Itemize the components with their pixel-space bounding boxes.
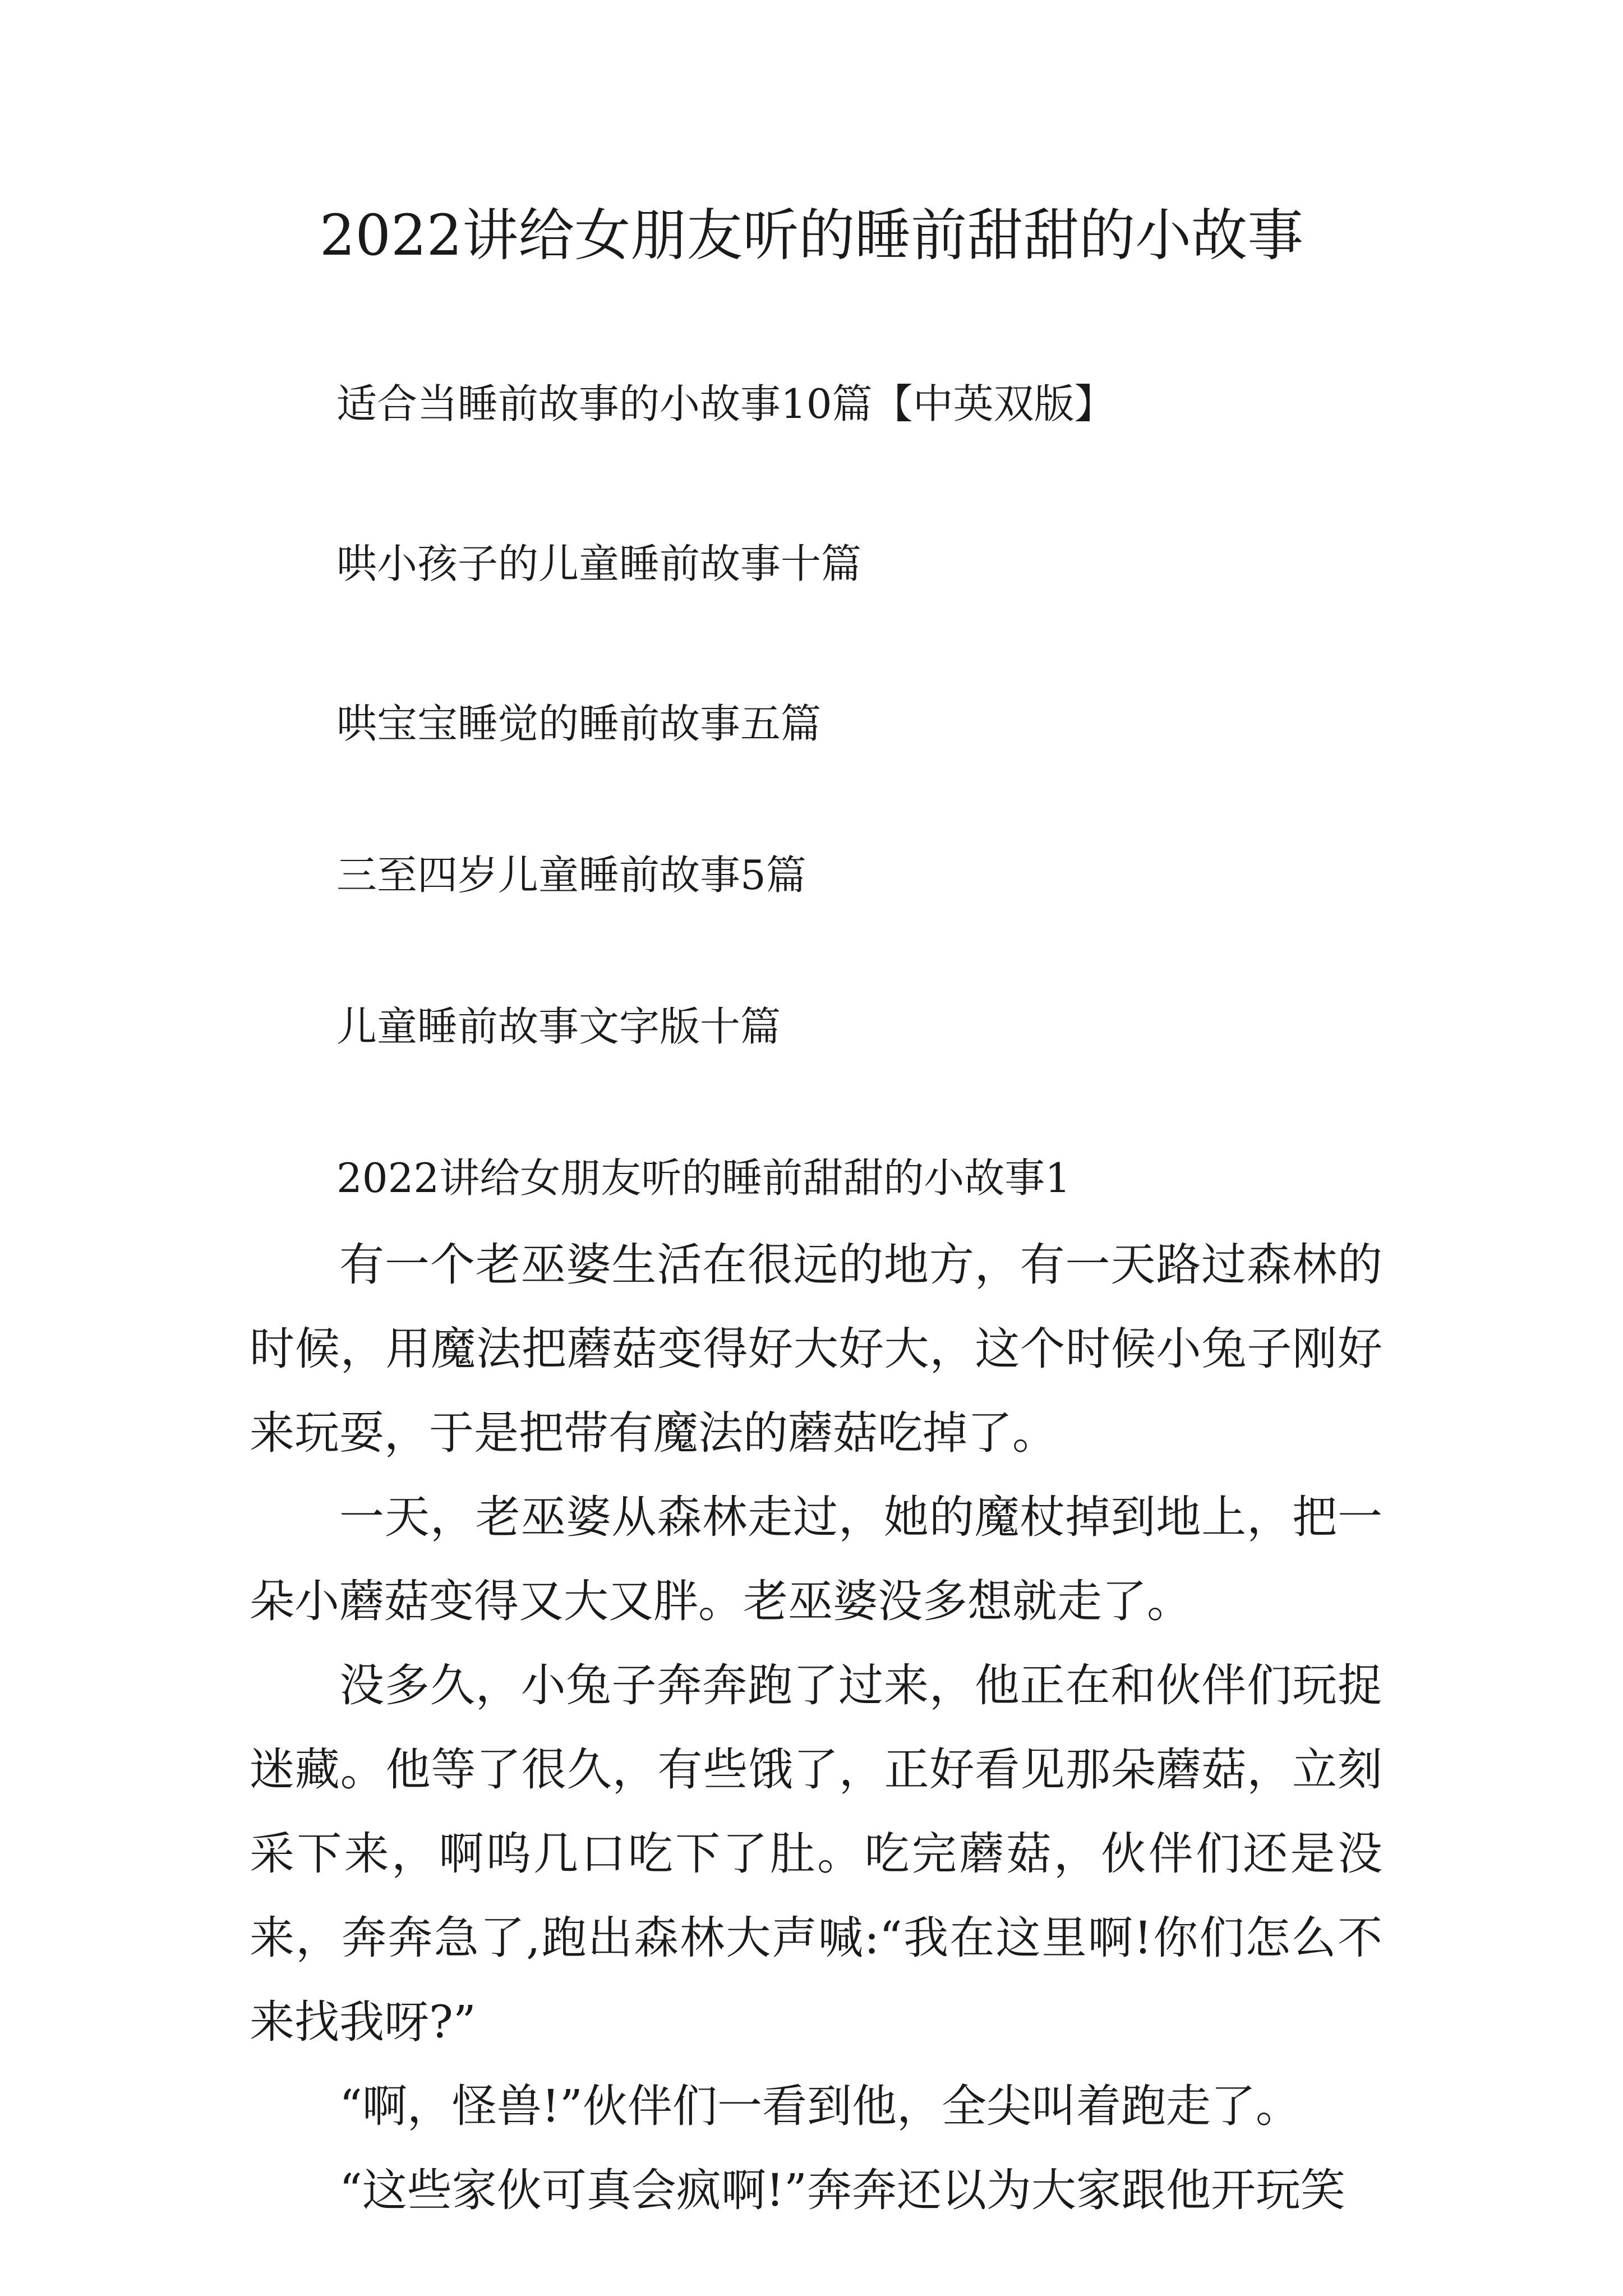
toc-item: 三至四岁儿童睡前故事5篇 bbox=[336, 852, 806, 899]
toc-item: 适合当睡前故事的小故事10篇【中英双版】 bbox=[336, 380, 1115, 427]
story-paragraph: 一天，老巫婆从森林走过，她的魔杖掉到地上，把一朵小蘑菇变得又大又胖。老巫婆没多想就走了。 bbox=[250, 1491, 1382, 1627]
story-paragraph: “啊，怪兽!”伙伴们一看到他，全尖叫着跑走了。 bbox=[339, 2080, 1301, 2132]
toc-item: 哄小孩子的儿童睡前故事十篇 bbox=[336, 540, 862, 587]
story-paragraph: “这些家伙可真会疯啊!”奔奔还以为大家跟他开玩笑 bbox=[339, 2164, 1345, 2216]
document-title: 2022讲给女朋友听的睡前甜甜的小故事 bbox=[319, 203, 1304, 268]
toc-item: 儿童睡前故事文字版十篇 bbox=[336, 1003, 781, 1050]
story-paragraph: 没多久，小兔子奔奔跑了过来，他正在和伙伴们玩捉迷藏。他等了很久，有些饿了，正好看见那朵蘑菇，立刻采下来，啊呜几口吃下了肚。吃完蘑菇，伙伴们还是没来，奔奔急了,跑出森林大声喊:“我在这里啊!你们怎么不来找我呀?” bbox=[250, 1659, 1382, 2048]
story-paragraph: 有一个老巫婆生活在很远的地方，有一天路过森林的时候，用魔法把蘑菇变得好大好大，这个时候小兔子刚好来玩耍，于是把带有魔法的蘑菇吃掉了。 bbox=[250, 1239, 1382, 1459]
story-body bbox=[250, 1223, 1382, 2233]
toc-item: 哄宝宝睡觉的睡前故事五篇 bbox=[336, 700, 822, 747]
story-heading: 2022讲给女朋友听的睡前甜甜的小故事1 bbox=[336, 1154, 1071, 1202]
